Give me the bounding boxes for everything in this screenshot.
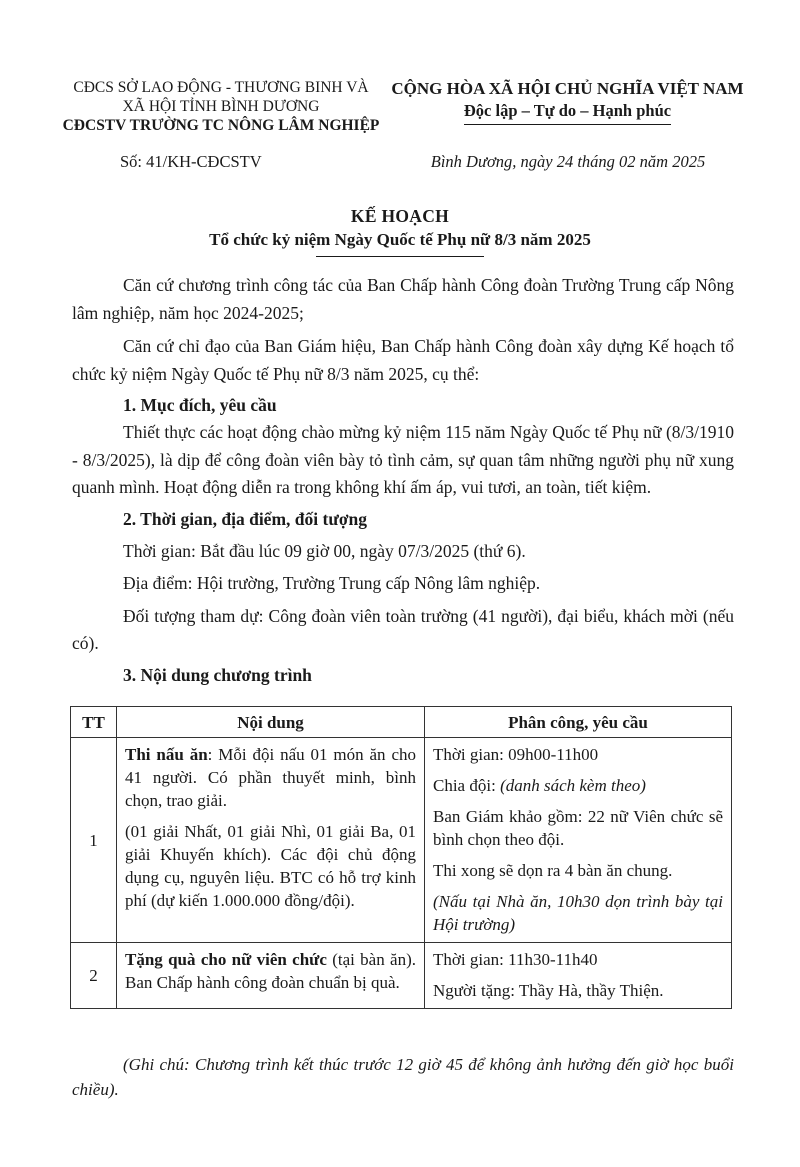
header-assignment: Phân công, yêu cầu [425, 707, 732, 738]
row-number: 1 [71, 738, 117, 943]
assign-judges: Ban Giám khảo gồm: 22 nữ Viên chức sẽ bình chọn theo đội. [433, 807, 723, 849]
nation-name: CỘNG HÒA XÃ HỘI CHỦ NGHĨA VIỆT NAM [391, 79, 744, 98]
title-underline [316, 256, 484, 257]
program-table [70, 706, 732, 1009]
header-tt: TT [71, 707, 117, 738]
document-title [0, 204, 800, 252]
document-number: Số: 41/KH-CĐCSTV [120, 152, 262, 171]
section-2-audience: Đối tượng tham dự: Công đoàn viên toàn trường (41 người), đại biểu, khách mời (nếu có). [72, 605, 734, 653]
title-main: KẾ HOẠCH [350, 206, 450, 226]
activity-title: Thi nấu ăn [125, 745, 208, 764]
row-assignment [425, 738, 732, 943]
assign-time: Thời gian: 09h00-11h00 [433, 745, 599, 764]
row-content [117, 738, 425, 943]
national-header [390, 78, 745, 125]
org-line-3: CĐCSTV TRƯỜNG TC NÔNG LÂM NGHIỆP [62, 117, 380, 134]
assign-location-note: (Nấu tại Nhà ăn, 10h30 dọn trình bày tại Hội trường) [433, 892, 723, 934]
place-and-date: Bình Dương, ngày 24 tháng 02 năm 2025 [430, 152, 706, 171]
table-row [71, 738, 732, 943]
national-motto: Độc lập – Tự do – Hạnh phúc [464, 100, 671, 125]
section-1-heading: 1. Mục đích, yêu cầu [123, 395, 277, 415]
issuing-organization [60, 78, 382, 135]
activity-title: Tặng quà cho nữ viên chức [125, 950, 327, 969]
intro-paragraph-2: Căn cứ chỉ đạo của Ban Giám hiệu, Ban Chấp hành Công đoàn xây dựng Kế hoạch tổ chức kỷ niệm Ngày Quốc tế Phụ nữ 8/3 năm 2025, cụ thể: [72, 336, 734, 384]
row-content [117, 943, 425, 1009]
row-assignment [425, 943, 732, 1009]
section-2-time: Thời gian: Bắt đầu lúc 09 giờ 00, ngày 07/3/2025 (thứ 6). [123, 540, 526, 561]
section-3-heading: 3. Nội dung chương trình [123, 664, 312, 685]
header-content: Nội dung [117, 707, 425, 738]
org-line-1: CĐCS SỞ LAO ĐỘNG - THƯƠNG BINH VÀ [73, 79, 369, 96]
assign-teams-label: Chia đội: [433, 776, 501, 795]
title-subject: Tổ chức kỷ niệm Ngày Quốc tế Phụ nữ 8/3 năm 2025 [209, 230, 591, 249]
assign-teams-note: (danh sách kèm theo) [500, 776, 646, 795]
assign-tables: Thi xong sẽ dọn ra 4 bàn ăn chung. [433, 861, 673, 880]
row-number: 2 [71, 943, 117, 1009]
footnote: (Ghi chú: Chương trình kết thúc trước 12 giờ 45 để không ảnh hưởng đến giờ học buổi chiều). [72, 1055, 734, 1099]
assign-presenters: Người tặng: Thầy Hà, thầy Thiện. [433, 981, 664, 1000]
org-line-2: XÃ HỘI TỈNH BÌNH DƯƠNG [122, 98, 320, 115]
document-body [72, 272, 734, 689]
assign-time: Thời gian: 11h30-11h40 [433, 950, 598, 969]
table-row [71, 943, 732, 1009]
activity-description: (tại bàn ăn). Ban Chấp hành công đoàn chuẩn bị quà. [125, 950, 416, 992]
activity-details: (01 giải Nhất, 01 giải Nhì, 01 giải Ba, 01 giải Khuyến khích). Các đội chủ động dụng cụ, nguyên liệu. BTC có hỗ trợ kinh phí (dự kiến 1.000.000 đồng/đội). [125, 822, 416, 910]
section-1-text: Thiết thực các hoạt động chào mừng kỷ niệm 115 năm Ngày Quốc tế Phụ nữ (8/3/1910 - 8/3/2025), là dịp để công đoàn viên bày tỏ tình cảm, sự quan tâm những người phụ nữ xung quanh mình. Hoạt động diễn ra trong không khí ấm áp, vui tươi, an toàn, tiết kiệm. [72, 422, 734, 497]
intro-paragraph-1: Căn cứ chương trình công tác của Ban Chấp hành Công đoàn Trường Trung cấp Nông lâm nghiệp, năm học 2024-2025; [72, 275, 734, 323]
activity-description: : Mỗi đội nấu 01 món ăn cho 41 người. Có phần thuyết minh, bình chọn, trao giải. [125, 745, 416, 810]
section-2-place: Địa điểm: Hội trường, Trường Trung cấp Nông lâm nghiệp. [123, 573, 541, 593]
section-2-heading: 2. Thời gian, địa điểm, đối tượng [123, 508, 367, 529]
table-header-row [71, 707, 732, 738]
